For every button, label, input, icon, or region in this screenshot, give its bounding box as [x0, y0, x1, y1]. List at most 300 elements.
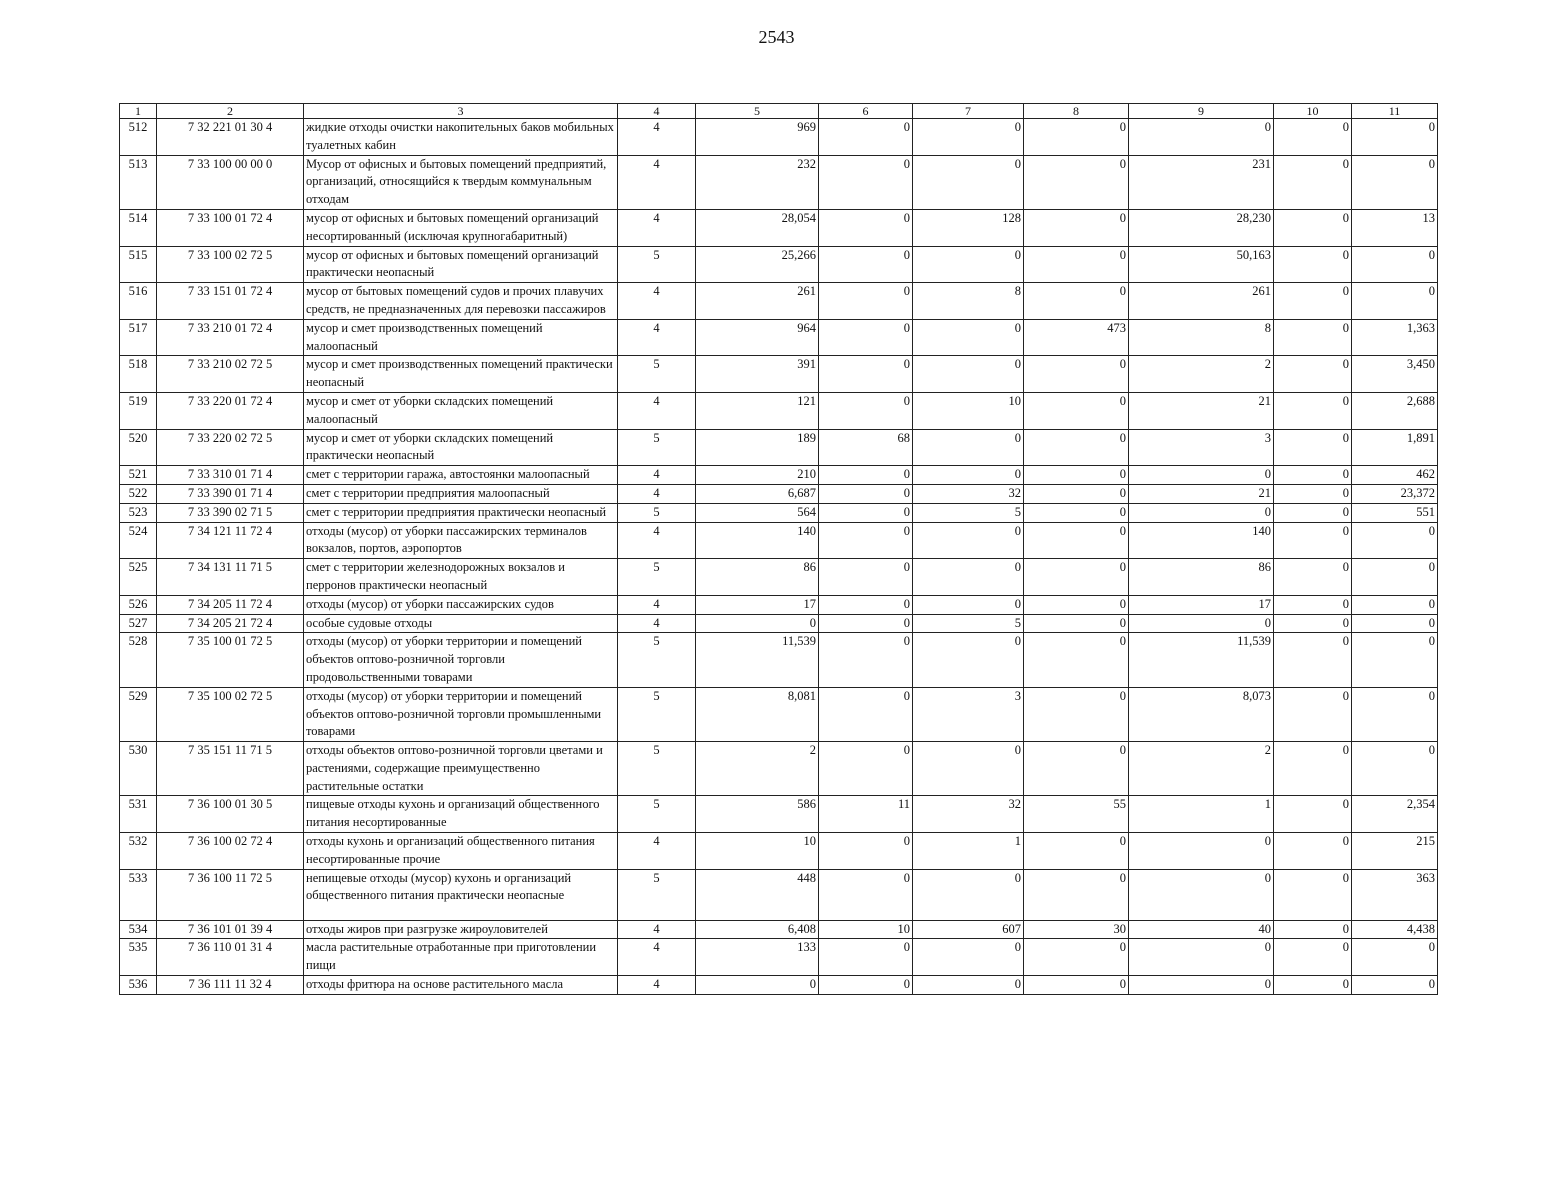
value-col-11: 0	[1352, 687, 1438, 741]
value-col-7: 0	[913, 559, 1024, 596]
column-header-3: 3	[304, 104, 618, 119]
value-col-11: 0	[1352, 559, 1438, 596]
value-col-10: 0	[1274, 976, 1352, 995]
value-col-7: 0	[913, 869, 1024, 920]
value-col-5: 133	[696, 939, 819, 976]
value-col-10: 0	[1274, 155, 1352, 209]
value-col-9: 21	[1129, 392, 1274, 429]
value-col-7: 0	[913, 633, 1024, 687]
value-col-7: 0	[913, 742, 1024, 796]
value-col-10: 0	[1274, 595, 1352, 614]
waste-code: 7 36 110 01 31 4	[157, 939, 304, 976]
value-col-7: 0	[913, 119, 1024, 156]
value-col-8: 0	[1024, 614, 1129, 633]
value-col-6: 0	[819, 392, 913, 429]
value-col-9: 11,539	[1129, 633, 1274, 687]
table-row	[120, 155, 1438, 209]
hazard-class: 4	[618, 155, 696, 209]
waste-name: смет с территории железнодорожных вокзалов и перронов практически неопасный	[304, 559, 618, 596]
waste-name: отходы (мусор) от уборки территории и помещений объектов оптово-розничной торговли продовольственными товарами	[304, 633, 618, 687]
hazard-class: 4	[618, 522, 696, 559]
value-col-8: 473	[1024, 319, 1129, 356]
waste-code: 7 33 310 01 71 4	[157, 466, 304, 485]
value-col-10: 0	[1274, 392, 1352, 429]
value-col-5: 564	[696, 503, 819, 522]
hazard-class: 4	[618, 976, 696, 995]
value-col-6: 0	[819, 283, 913, 320]
hazard-class: 4	[618, 392, 696, 429]
hazard-class: 5	[618, 742, 696, 796]
waste-name: особые судовые отходы	[304, 614, 618, 633]
value-col-7: 0	[913, 939, 1024, 976]
waste-name: отходы фритюра на основе растительного масла	[304, 976, 618, 995]
value-col-5: 17	[696, 595, 819, 614]
value-col-8: 0	[1024, 742, 1129, 796]
waste-statistics-table	[119, 103, 1438, 995]
waste-name: жидкие отходы очистки накопительных баков мобильных туалетных кабин	[304, 119, 618, 156]
value-col-11: 13	[1352, 209, 1438, 246]
waste-name: масла растительные отработанные при приготовлении пищи	[304, 939, 618, 976]
hazard-class: 5	[618, 429, 696, 466]
column-header-1: 1	[120, 104, 157, 119]
waste-name: смет с территории предприятия практически неопасный	[304, 503, 618, 522]
table-row	[120, 356, 1438, 393]
value-col-5: 121	[696, 392, 819, 429]
value-col-5: 448	[696, 869, 819, 920]
value-col-5: 391	[696, 356, 819, 393]
waste-name: смет с территории гаража, автостоянки малоопасный	[304, 466, 618, 485]
row-number: 534	[120, 920, 157, 939]
value-col-7: 0	[913, 466, 1024, 485]
hazard-class: 4	[618, 920, 696, 939]
value-col-8: 0	[1024, 595, 1129, 614]
value-col-6: 10	[819, 920, 913, 939]
value-col-5: 586	[696, 796, 819, 833]
value-col-7: 0	[913, 429, 1024, 466]
value-col-7: 32	[913, 796, 1024, 833]
value-col-9: 2	[1129, 742, 1274, 796]
value-col-11: 0	[1352, 939, 1438, 976]
row-number: 513	[120, 155, 157, 209]
value-col-5: 964	[696, 319, 819, 356]
table-row	[120, 976, 1438, 995]
waste-code: 7 33 210 02 72 5	[157, 356, 304, 393]
waste-name: мусор от офисных и бытовых помещений организаций практически неопасный	[304, 246, 618, 283]
value-col-5: 0	[696, 614, 819, 633]
value-col-8: 0	[1024, 484, 1129, 503]
value-col-8: 0	[1024, 429, 1129, 466]
value-col-6: 0	[819, 356, 913, 393]
row-number: 518	[120, 356, 157, 393]
value-col-6: 0	[819, 319, 913, 356]
waste-code: 7 36 100 11 72 5	[157, 869, 304, 920]
row-number: 526	[120, 595, 157, 614]
table-row	[120, 633, 1438, 687]
hazard-class: 5	[618, 246, 696, 283]
value-col-10: 0	[1274, 796, 1352, 833]
waste-name: мусор и смет от уборки складских помещений малоопасный	[304, 392, 618, 429]
value-col-6: 0	[819, 595, 913, 614]
value-col-9: 50,163	[1129, 246, 1274, 283]
value-col-8: 0	[1024, 356, 1129, 393]
value-col-11: 551	[1352, 503, 1438, 522]
value-col-5: 10	[696, 833, 819, 870]
row-number: 521	[120, 466, 157, 485]
value-col-11: 3,450	[1352, 356, 1438, 393]
waste-code: 7 33 100 01 72 4	[157, 209, 304, 246]
value-col-8: 0	[1024, 155, 1129, 209]
value-col-10: 0	[1274, 687, 1352, 741]
waste-name: мусор от бытовых помещений судов и прочих плавучих средств, не предназначенных для перевозки пассажиров	[304, 283, 618, 320]
waste-code: 7 33 100 02 72 5	[157, 246, 304, 283]
waste-code: 7 33 390 02 71 5	[157, 503, 304, 522]
value-col-11: 0	[1352, 595, 1438, 614]
row-number: 531	[120, 796, 157, 833]
hazard-class: 4	[618, 614, 696, 633]
hazard-class: 4	[618, 209, 696, 246]
table-row	[120, 429, 1438, 466]
waste-name: отходы жиров при разгрузке жироуловителей	[304, 920, 618, 939]
waste-code: 7 32 221 01 30 4	[157, 119, 304, 156]
waste-code: 7 33 210 01 72 4	[157, 319, 304, 356]
row-number: 529	[120, 687, 157, 741]
value-col-9: 0	[1129, 503, 1274, 522]
hazard-class: 4	[618, 466, 696, 485]
header-row	[120, 104, 1438, 119]
waste-code: 7 34 205 21 72 4	[157, 614, 304, 633]
value-col-8: 0	[1024, 869, 1129, 920]
value-col-10: 0	[1274, 246, 1352, 283]
column-header-9: 9	[1129, 104, 1274, 119]
value-col-8: 0	[1024, 633, 1129, 687]
waste-code: 7 33 390 01 71 4	[157, 484, 304, 503]
value-col-5: 28,054	[696, 209, 819, 246]
column-header-5: 5	[696, 104, 819, 119]
column-header-6: 6	[819, 104, 913, 119]
value-col-11: 0	[1352, 246, 1438, 283]
waste-name: пищевые отходы кухонь и организаций общественного питания несортированные	[304, 796, 618, 833]
value-col-7: 10	[913, 392, 1024, 429]
value-col-6: 0	[819, 484, 913, 503]
value-col-7: 5	[913, 614, 1024, 633]
waste-code: 7 36 100 02 72 4	[157, 833, 304, 870]
waste-name: отходы (мусор) от уборки пассажирских терминалов вокзалов, портов, аэропортов	[304, 522, 618, 559]
table-row	[120, 869, 1438, 920]
value-col-8: 0	[1024, 209, 1129, 246]
waste-name: отходы (мусор) от уборки пассажирских судов	[304, 595, 618, 614]
page-number: 2543	[758, 27, 795, 47]
value-col-7: 8	[913, 283, 1024, 320]
value-col-10: 0	[1274, 614, 1352, 633]
table-row	[120, 503, 1438, 522]
value-col-9: 261	[1129, 283, 1274, 320]
waste-name: отходы (мусор) от уборки территории и помещений объектов оптово-розничной торговли промышленными товарами	[304, 687, 618, 741]
waste-name: отходы объектов оптово-розничной торговли цветами и растениями, содержащие преимущественно растительные остатки	[304, 742, 618, 796]
column-header-7: 7	[913, 104, 1024, 119]
value-col-11: 0	[1352, 742, 1438, 796]
waste-code: 7 35 100 01 72 5	[157, 633, 304, 687]
value-col-10: 0	[1274, 633, 1352, 687]
waste-code: 7 34 131 11 71 5	[157, 559, 304, 596]
table-row	[120, 920, 1438, 939]
value-col-6: 0	[819, 742, 913, 796]
waste-code: 7 35 100 02 72 5	[157, 687, 304, 741]
waste-name: мусор и смет производственных помещений малоопасный	[304, 319, 618, 356]
value-col-8: 0	[1024, 119, 1129, 156]
value-col-5: 86	[696, 559, 819, 596]
value-col-11: 23,372	[1352, 484, 1438, 503]
hazard-class: 5	[618, 796, 696, 833]
waste-name: отходы кухонь и организаций общественного питания несортированные прочие	[304, 833, 618, 870]
value-col-8: 0	[1024, 503, 1129, 522]
value-col-6: 0	[819, 559, 913, 596]
value-col-5: 189	[696, 429, 819, 466]
value-col-5: 25,266	[696, 246, 819, 283]
hazard-class: 5	[618, 356, 696, 393]
waste-code: 7 36 101 01 39 4	[157, 920, 304, 939]
row-number: 528	[120, 633, 157, 687]
value-col-9: 8	[1129, 319, 1274, 356]
waste-name: мусор и смет от уборки складских помещений практически неопасный	[304, 429, 618, 466]
value-col-7: 0	[913, 319, 1024, 356]
value-col-10: 0	[1274, 356, 1352, 393]
value-col-7: 0	[913, 155, 1024, 209]
hazard-class: 4	[618, 283, 696, 320]
row-number: 517	[120, 319, 157, 356]
value-col-5: 210	[696, 466, 819, 485]
value-col-7: 3	[913, 687, 1024, 741]
value-col-6: 11	[819, 796, 913, 833]
row-number: 523	[120, 503, 157, 522]
value-col-9: 0	[1129, 466, 1274, 485]
value-col-5: 969	[696, 119, 819, 156]
value-col-10: 0	[1274, 742, 1352, 796]
value-col-9: 140	[1129, 522, 1274, 559]
row-number: 512	[120, 119, 157, 156]
value-col-9: 28,230	[1129, 209, 1274, 246]
value-col-9: 8,073	[1129, 687, 1274, 741]
value-col-8: 0	[1024, 246, 1129, 283]
waste-code: 7 36 111 11 32 4	[157, 976, 304, 995]
value-col-6: 0	[819, 503, 913, 522]
value-col-9: 1	[1129, 796, 1274, 833]
row-number: 533	[120, 869, 157, 920]
value-col-8: 0	[1024, 392, 1129, 429]
row-number: 536	[120, 976, 157, 995]
value-col-7: 0	[913, 522, 1024, 559]
value-col-6: 0	[819, 155, 913, 209]
value-col-11: 2,688	[1352, 392, 1438, 429]
value-col-9: 231	[1129, 155, 1274, 209]
value-col-11: 1,891	[1352, 429, 1438, 466]
value-col-9: 21	[1129, 484, 1274, 503]
value-col-11: 4,438	[1352, 920, 1438, 939]
hazard-class: 4	[618, 833, 696, 870]
value-col-6: 0	[819, 466, 913, 485]
value-col-9: 3	[1129, 429, 1274, 466]
value-col-9: 40	[1129, 920, 1274, 939]
table-row	[120, 246, 1438, 283]
value-col-10: 0	[1274, 939, 1352, 976]
value-col-11: 462	[1352, 466, 1438, 485]
table-row	[120, 559, 1438, 596]
row-number: 516	[120, 283, 157, 320]
value-col-10: 0	[1274, 119, 1352, 156]
table-row	[120, 833, 1438, 870]
value-col-6: 0	[819, 833, 913, 870]
waste-code: 7 33 220 01 72 4	[157, 392, 304, 429]
value-col-8: 0	[1024, 559, 1129, 596]
waste-code: 7 33 151 01 72 4	[157, 283, 304, 320]
waste-code: 7 33 100 00 00 0	[157, 155, 304, 209]
waste-name: смет с территории предприятия малоопасный	[304, 484, 618, 503]
waste-code: 7 35 151 11 71 5	[157, 742, 304, 796]
waste-name: непищевые отходы (мусор) кухонь и организаций общественного питания практически неопасные	[304, 869, 618, 920]
value-col-9: 0	[1129, 833, 1274, 870]
value-col-7: 0	[913, 595, 1024, 614]
table-row	[120, 466, 1438, 485]
row-number: 535	[120, 939, 157, 976]
value-col-10: 0	[1274, 522, 1352, 559]
value-col-6: 0	[819, 614, 913, 633]
value-col-8: 0	[1024, 522, 1129, 559]
waste-code: 7 33 220 02 72 5	[157, 429, 304, 466]
value-col-7: 0	[913, 976, 1024, 995]
value-col-9: 2	[1129, 356, 1274, 393]
value-col-10: 0	[1274, 920, 1352, 939]
value-col-11: 363	[1352, 869, 1438, 920]
value-col-10: 0	[1274, 209, 1352, 246]
value-col-6: 0	[819, 209, 913, 246]
value-col-11: 215	[1352, 833, 1438, 870]
value-col-5: 140	[696, 522, 819, 559]
value-col-9: 86	[1129, 559, 1274, 596]
table-row	[120, 687, 1438, 741]
value-col-8: 0	[1024, 833, 1129, 870]
row-number: 524	[120, 522, 157, 559]
value-col-7: 0	[913, 356, 1024, 393]
table-row	[120, 939, 1438, 976]
value-col-7: 607	[913, 920, 1024, 939]
row-number: 519	[120, 392, 157, 429]
column-header-2: 2	[157, 104, 304, 119]
hazard-class: 4	[618, 595, 696, 614]
value-col-6: 0	[819, 687, 913, 741]
row-number: 514	[120, 209, 157, 246]
table-row	[120, 392, 1438, 429]
value-col-6: 0	[819, 633, 913, 687]
value-col-10: 0	[1274, 484, 1352, 503]
value-col-8: 0	[1024, 283, 1129, 320]
column-header-8: 8	[1024, 104, 1129, 119]
value-col-10: 0	[1274, 466, 1352, 485]
value-col-10: 0	[1274, 833, 1352, 870]
value-col-11: 0	[1352, 283, 1438, 320]
value-col-10: 0	[1274, 559, 1352, 596]
hazard-class: 4	[618, 484, 696, 503]
row-number: 515	[120, 246, 157, 283]
row-number: 525	[120, 559, 157, 596]
value-col-7: 1	[913, 833, 1024, 870]
value-col-5: 6,408	[696, 920, 819, 939]
value-col-6: 0	[819, 939, 913, 976]
hazard-class: 5	[618, 869, 696, 920]
value-col-11: 1,363	[1352, 319, 1438, 356]
value-col-11: 0	[1352, 155, 1438, 209]
value-col-6: 68	[819, 429, 913, 466]
hazard-class: 5	[618, 633, 696, 687]
value-col-11: 2,354	[1352, 796, 1438, 833]
column-header-4: 4	[618, 104, 696, 119]
value-col-5: 232	[696, 155, 819, 209]
row-number: 532	[120, 833, 157, 870]
value-col-6: 0	[819, 976, 913, 995]
value-col-8: 0	[1024, 687, 1129, 741]
column-header-11: 11	[1352, 104, 1438, 119]
value-col-6: 0	[819, 522, 913, 559]
value-col-11: 0	[1352, 976, 1438, 995]
hazard-class: 4	[618, 119, 696, 156]
value-col-5: 261	[696, 283, 819, 320]
hazard-class: 4	[618, 939, 696, 976]
value-col-7: 5	[913, 503, 1024, 522]
table-row	[120, 484, 1438, 503]
value-col-8: 0	[1024, 976, 1129, 995]
value-col-9: 0	[1129, 976, 1274, 995]
value-col-11: 0	[1352, 633, 1438, 687]
value-col-10: 0	[1274, 869, 1352, 920]
value-col-7: 32	[913, 484, 1024, 503]
hazard-class: 5	[618, 687, 696, 741]
value-col-9: 0	[1129, 939, 1274, 976]
value-col-8: 0	[1024, 466, 1129, 485]
waste-name: Мусор от офисных и бытовых помещений предприятий, организаций, относящийся к твердым коммунальным отходам	[304, 155, 618, 209]
value-col-6: 0	[819, 119, 913, 156]
value-col-9: 17	[1129, 595, 1274, 614]
table-row	[120, 522, 1438, 559]
value-col-8: 30	[1024, 920, 1129, 939]
value-col-5: 11,539	[696, 633, 819, 687]
value-col-9: 0	[1129, 869, 1274, 920]
table-row	[120, 119, 1438, 156]
value-col-11: 0	[1352, 614, 1438, 633]
value-col-7: 128	[913, 209, 1024, 246]
column-header-10: 10	[1274, 104, 1352, 119]
row-number: 530	[120, 742, 157, 796]
table-row	[120, 742, 1438, 796]
value-col-10: 0	[1274, 503, 1352, 522]
value-col-11: 0	[1352, 119, 1438, 156]
waste-code: 7 34 205 11 72 4	[157, 595, 304, 614]
value-col-6: 0	[819, 869, 913, 920]
value-col-5: 6,687	[696, 484, 819, 503]
table-row	[120, 209, 1438, 246]
hazard-class: 4	[618, 319, 696, 356]
value-col-10: 0	[1274, 283, 1352, 320]
waste-code: 7 34 121 11 72 4	[157, 522, 304, 559]
waste-name: мусор и смет производственных помещений практически неопасный	[304, 356, 618, 393]
table-row	[120, 283, 1438, 320]
waste-code: 7 36 100 01 30 5	[157, 796, 304, 833]
row-number: 522	[120, 484, 157, 503]
table-row	[120, 614, 1438, 633]
value-col-8: 0	[1024, 939, 1129, 976]
hazard-class: 5	[618, 503, 696, 522]
table-row	[120, 595, 1438, 614]
row-number: 520	[120, 429, 157, 466]
table-row	[120, 319, 1438, 356]
value-col-8: 55	[1024, 796, 1129, 833]
